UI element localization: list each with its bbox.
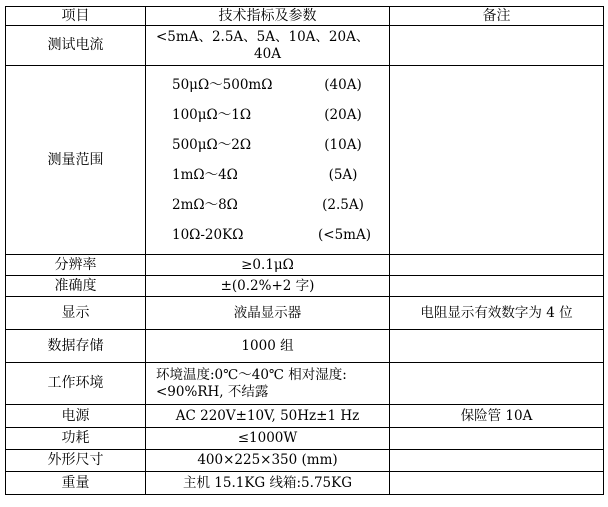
storage-value: 1000 组 — [146, 330, 390, 363]
header-item: 项目 — [6, 7, 146, 26]
table-header-row — [6, 7, 604, 26]
row-label-storage: 数据存储 — [6, 330, 146, 363]
row-label-range: 测量范围 — [6, 66, 146, 255]
range-value: 2mΩ～8Ω — [172, 196, 238, 213]
power-note: 保险管 10A — [390, 405, 604, 428]
power-value: AC 220V±10V, 50Hz±1 Hz — [146, 405, 390, 428]
range-item — [146, 190, 389, 220]
range-value: 500μΩ～2Ω — [172, 136, 252, 153]
row-label-dimensions: 外形尺寸 — [6, 450, 146, 472]
range-amp: (<5mA) — [318, 226, 371, 243]
row-label-power: 电源 — [6, 405, 146, 428]
range-amp: (40A) — [324, 76, 362, 93]
table-row — [6, 276, 604, 297]
row-label-weight: 重量 — [6, 472, 146, 495]
environment-line-2: <90%RH, 不结露 — [156, 383, 269, 400]
row-label-accuracy: 准确度 — [6, 276, 146, 297]
range-amp: (5A) — [328, 166, 358, 183]
accuracy-note — [390, 276, 604, 297]
range-note — [390, 66, 604, 255]
row-label-current: 测试电流 — [6, 26, 146, 66]
row-label-consumption: 功耗 — [6, 428, 146, 450]
current-value — [146, 26, 390, 66]
environment-value — [146, 363, 390, 405]
environment-line-1: 环境温度:0℃～40℃ 相对湿度: — [156, 366, 347, 383]
range-amp: (20A) — [324, 106, 362, 123]
range-amp: (10A) — [324, 136, 362, 153]
header-spec: 技术指标及参数 — [146, 7, 390, 26]
range-item — [146, 160, 389, 190]
consumption-value: ≤1000W — [146, 428, 390, 450]
range-value: 10Ω-20KΩ — [172, 226, 244, 243]
row-label-display: 显示 — [6, 297, 146, 330]
table-row — [6, 66, 604, 255]
table-row — [6, 363, 604, 405]
current-line-1: <5mA、2.5A、5A、10A、20A、 — [156, 28, 370, 45]
range-item — [146, 100, 389, 130]
table-row — [6, 405, 604, 428]
accuracy-value: ±(0.2%+2 字) — [146, 276, 390, 297]
row-label-resolution: 分辨率 — [6, 255, 146, 276]
range-values — [146, 66, 390, 255]
weight-note — [390, 472, 604, 495]
table-row — [6, 26, 604, 66]
table-row — [6, 297, 604, 330]
range-value: 1mΩ～4Ω — [172, 166, 238, 183]
storage-note — [390, 330, 604, 363]
range-item — [146, 130, 389, 160]
display-note: 电阻显示有效数字为 4 位 — [390, 297, 604, 330]
table-row — [6, 255, 604, 276]
environment-note — [390, 363, 604, 405]
dimensions-value: 400×225×350 (mm) — [146, 450, 390, 472]
current-line-2: 40A — [254, 45, 281, 62]
range-value: 100μΩ～1Ω — [172, 106, 252, 123]
range-amp: (2.5A) — [322, 196, 364, 213]
range-item — [146, 220, 389, 250]
table-row — [6, 472, 604, 495]
dimensions-note — [390, 450, 604, 472]
display-value: 液晶显示器 — [146, 297, 390, 330]
current-note — [390, 26, 604, 66]
weight-value: 主机 15.1KG 线箱:5.75KG — [146, 472, 390, 495]
spec-table — [5, 6, 604, 495]
row-label-environment: 工作环境 — [6, 363, 146, 405]
table-row — [6, 330, 604, 363]
resolution-value: ≥0.1μΩ — [146, 255, 390, 276]
range-value: 50μΩ～500mΩ — [172, 76, 273, 93]
table-row — [6, 450, 604, 472]
table-row — [6, 428, 604, 450]
resolution-note — [390, 255, 604, 276]
range-item — [146, 70, 389, 100]
header-note: 备注 — [390, 7, 604, 26]
consumption-note — [390, 428, 604, 450]
